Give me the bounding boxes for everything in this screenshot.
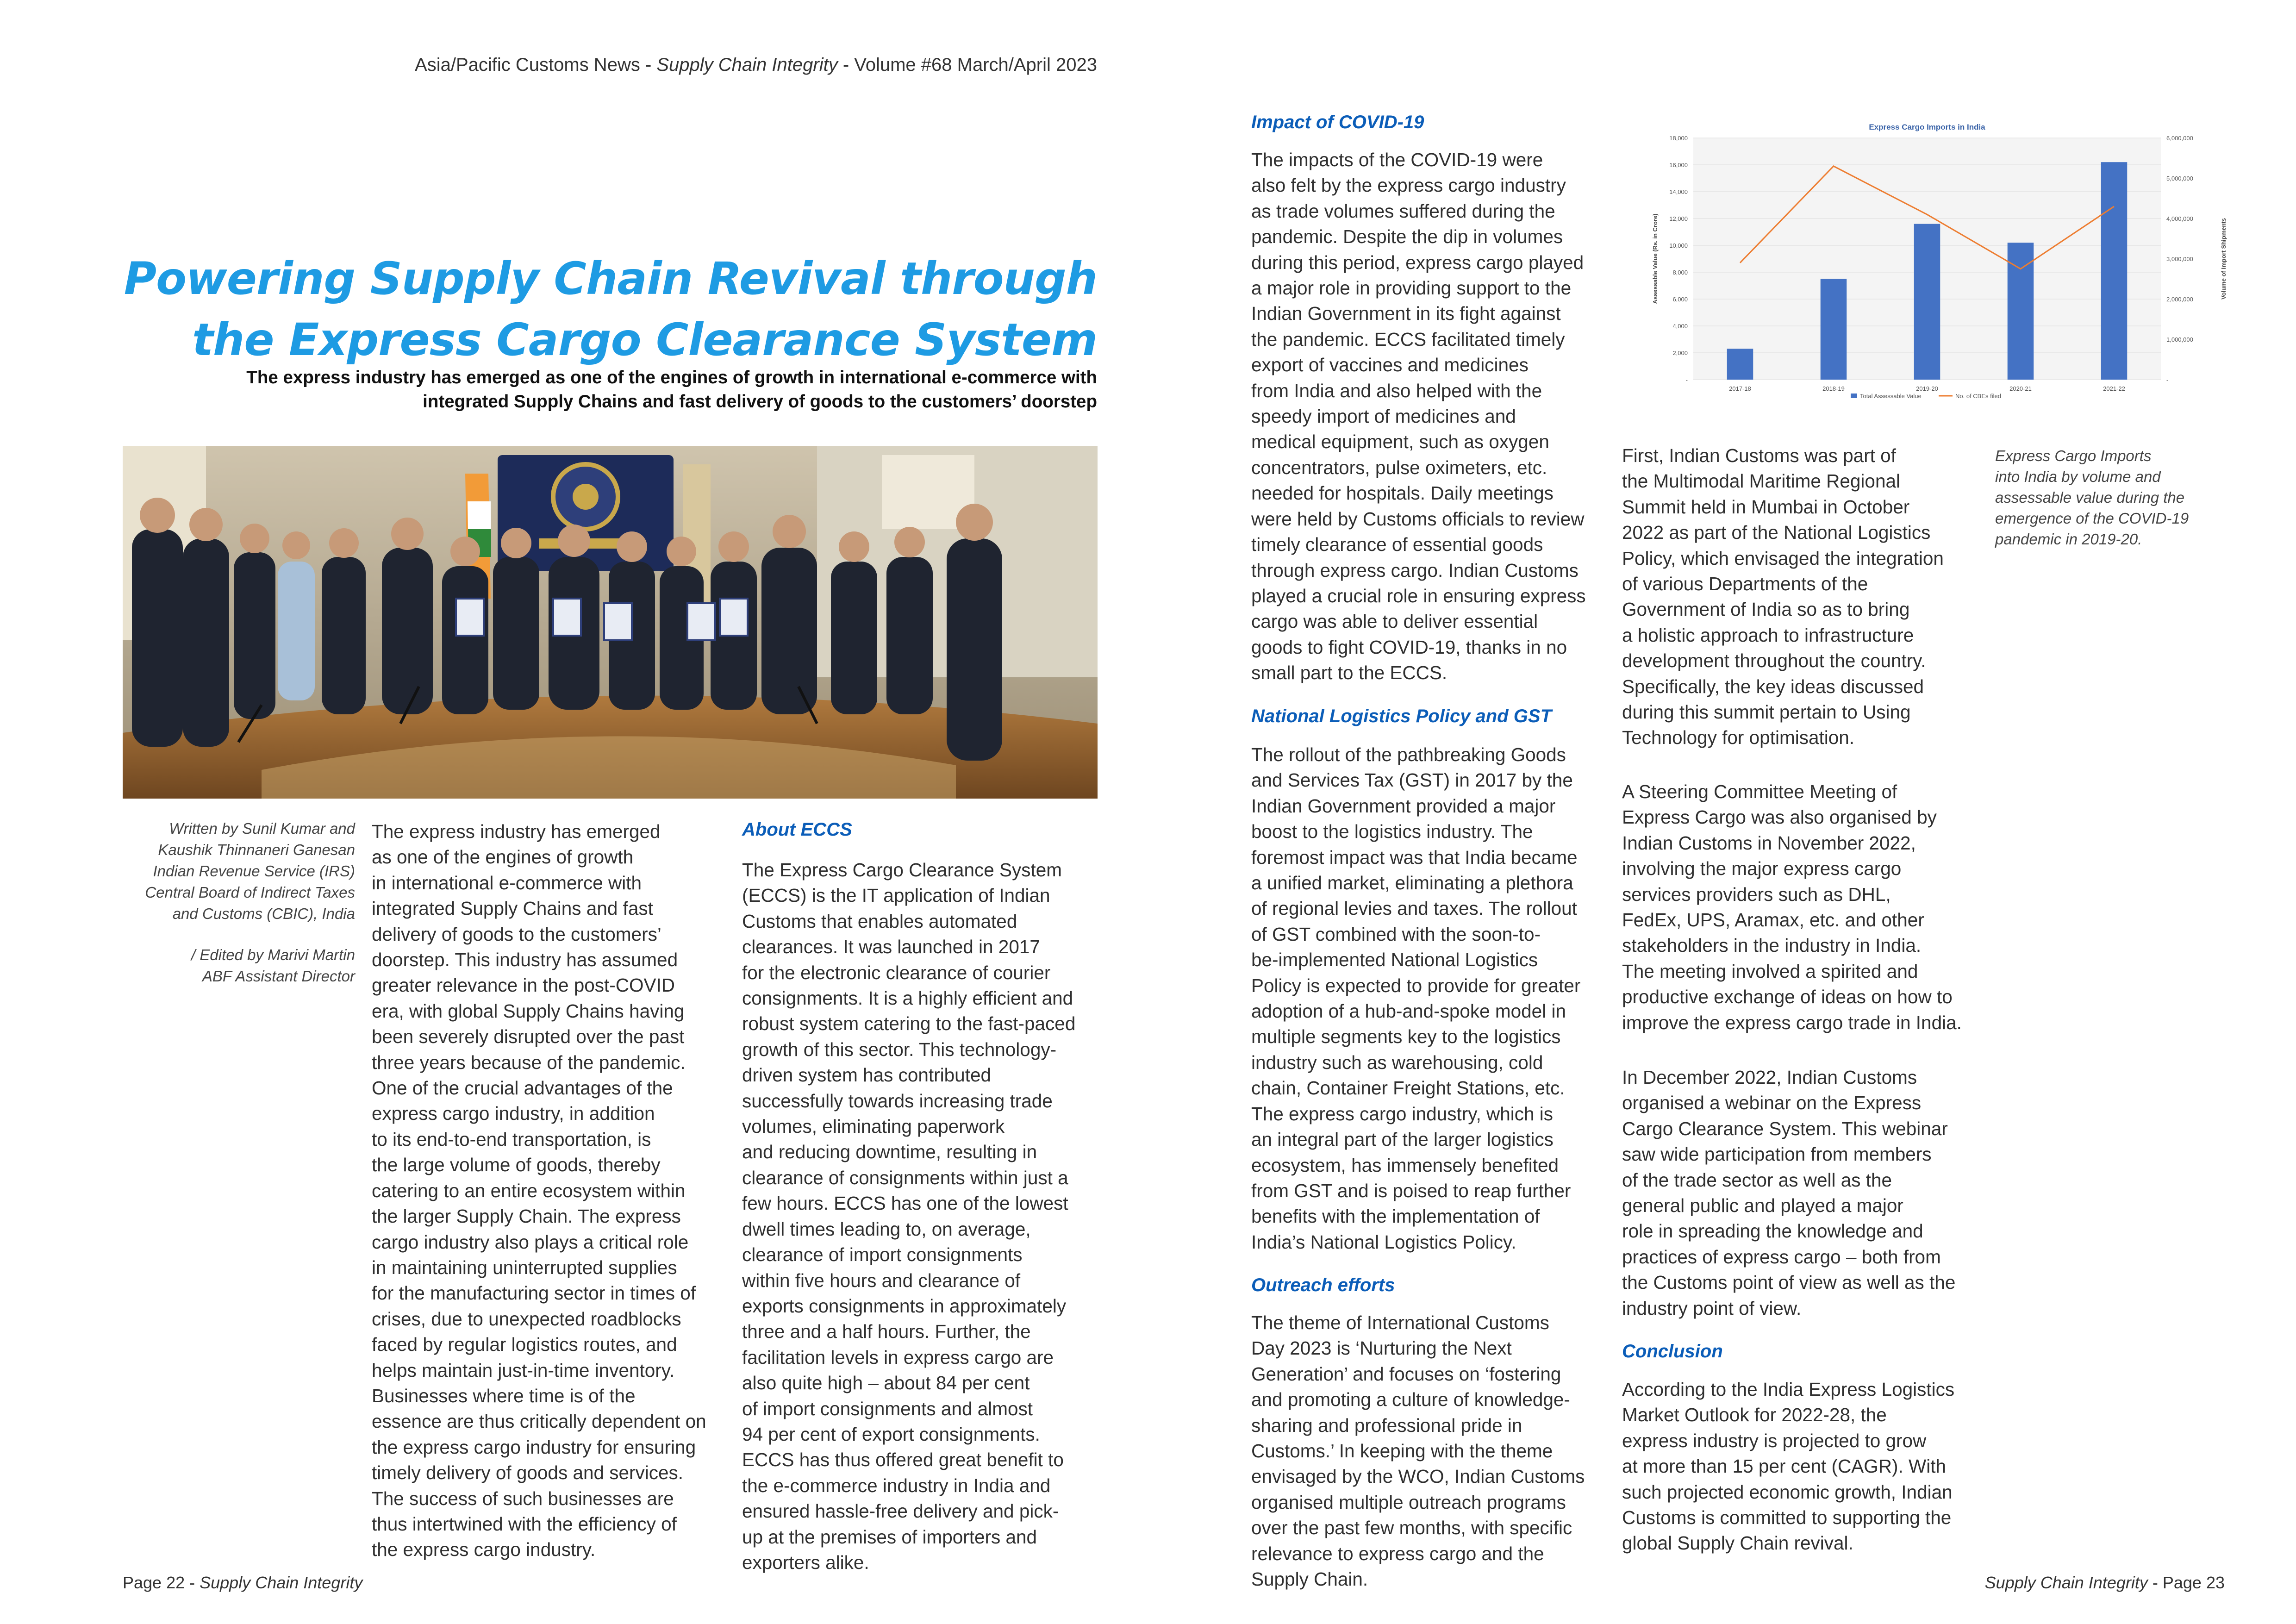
- steering-committee-paragraph: A Steering Committee Meeting of Express Cargo was also organised by Indian Customs in November 2022, involving the major express cargo services providers such as DHL, FedEx, UPS, Aramax, etc. and other stakeholders in the industry in India. The meeting involved a spirited and productive exchange of ideas on how to improve the express cargo trade in India.: [1622, 781, 1962, 1033]
- y2-tick-label: 1,000,000: [2166, 336, 2193, 343]
- webinar-paragraph: In December 2022, Indian Customs organised a webinar on the Express Cargo Clearance System. This webinar saw wide participation from members of the trade sector as well as the general public and played a major role in spreading the knowledge and practices of express cargo – both from the Customs point of view as well as the industry point of view.: [1622, 1067, 1956, 1319]
- meeting-photo: [123, 446, 1098, 799]
- y-tick-label: 12,000: [1669, 215, 1688, 222]
- article-title: Powering Supply Chain Revival through the Express Cargo Clearance System: [124, 253, 1097, 366]
- x-tick-label: 2020-21: [2009, 385, 2032, 392]
- editor-credit: / Edited by Marivi Martin ABF Assistant Director: [191, 946, 355, 985]
- logistics-policy-paragraph: The rollout of the pathbreaking Goods and Services Tax (GST) in 2017 by the Indian Government provided a major boost to the logistics industry. The foremost impact was that India became a unified market, eliminating a plethora of regional levies and taxes. The rollout of GST combined with the soon-to- be-implemented National Logistics Policy is expected to provide for greater adoption of a hub-and-spoke model in multiple segments key to the logistics industry such as warehousing, cold chain, Container Freight Stations, etc. The express cargo industry, which is an integral part of the larger logistics ecosystem, has immensely benefited from GST and is poised to reap further benefits with the implementation of India’s National Logistics Policy.: [1251, 744, 1581, 1253]
- conclusion-paragraph: According to the India Express Logistics Market Outlook for 2022-28, the express industry is projected to grow at more than 15 per cent (CAGR). With such projected economic growth, Indian Customs is committed to supporting the global Supply Chain revival.: [1622, 1379, 1955, 1554]
- y-tick-label: 8,000: [1672, 269, 1688, 276]
- meeting-photo-illustration: [123, 446, 1098, 799]
- outreach-paragraph: The theme of International Customs Day 2023 is ‘Nurturing the Next Generation’ and focuses on ‘fostering and promoting a culture of knowledge- sharing and professional pride in Customs.’ In keeping with the theme envisaged by the WCO, Indian Customs organised multiple outreach programs over the past few months, with specific relevance to express cargo and the Supply Chain.: [1251, 1312, 1585, 1590]
- bar: [1821, 279, 1847, 380]
- y2-tick-label: 3,000,000: [2166, 256, 2193, 262]
- y2-tick-label: 5,000,000: [2166, 175, 2193, 182]
- y-tick-label: 4,000: [1672, 323, 1688, 330]
- y-tick-label: 10,000: [1669, 242, 1688, 249]
- running-header: [0, 55, 1097, 75]
- legend-swatch-bar: [1851, 394, 1857, 398]
- y2-tick-label: 2,000,000: [2166, 296, 2193, 303]
- outreach-heading: Outreach efforts: [1251, 1275, 1395, 1295]
- logistics-policy-heading: National Logistics Policy and GST: [1251, 706, 1552, 726]
- about-eccs-heading: About ECCS: [742, 819, 852, 840]
- footer-right: [1759, 1573, 2225, 1593]
- bar: [1914, 224, 1940, 380]
- x-tick-label: 2018-19: [1822, 385, 1845, 392]
- about-eccs-paragraph: The Express Cargo Clearance System (ECCS) is the IT application of Indian Customs that enables automated clearances. It was launched in 2017 for the electronic clearance of courier consignments. It is a highly efficient and robust system catering to the fast-paced growth of this sector. This technology- driven system has contributed successfully towards increasing trade volumes, eliminating paperwork and reducing downtime, resulting in clearance of consignments within just a few hours. ECCS has one of the lowest dwell times leading to, on average, clearance of import consignments within five hours and clearance of exports consignments in approximately three and a half hours. Further, the facilitation levels in express cargo are also quite high – about 84 per cent of import consignments and almost 94 per cent of export consignments. ECCS has thus offered great benefit to the e-commerce industry in India and ensured hassle-free delivery and pick- up at the premises of importers and exporters alike.: [742, 859, 1076, 1573]
- y2-tick-label: 4,000,000: [2166, 215, 2193, 222]
- bar: [1727, 349, 1753, 380]
- legend-label: No. of CBEs filed: [1955, 393, 2001, 400]
- chart-caption: Express Cargo Imports into India by volume and assessable value during the emergence of the COVID-19 pandemic in 2019-20.: [1995, 447, 2189, 548]
- conclusion-heading: Conclusion: [1622, 1341, 1723, 1362]
- y-tick-label: 14,000: [1669, 188, 1688, 195]
- footer-right-page: - Page 23: [2147, 1573, 2225, 1592]
- bar: [2101, 162, 2128, 380]
- intro-paragraph: The express industry has emerged as one of the engines of growth in international e-commerce with integrated Supply Chains and fast delivery of goods to the customers’ doorstep. This industry has assumed greater relevance in the post-COVID era, with global Supply Chains having been severely disrupted over the past three years because of the pandemic. One of the crucial advantages of the express cargo industry, in addition to its end-to-end transportation, is the large volume of goods, thereby catering to an entire ecosystem within the larger Supply Chain. The express cargo industry also plays a critical role in maintaining uninterrupted supplies for the manufacturing sector in times of crises, due to unexpected roadblocks faced by regular logistics routes, and helps maintain just-in-time inventory. Businesses where time is of the essence are thus critically dependent on the express cargo industry for ensuring timely delivery of goods and services. The success of such businesses are thus intertwined with the efficiency of the express cargo industry.: [372, 821, 706, 1561]
- covid-paragraph: The impacts of the COVID-19 were also felt by the express cargo industry as trade volumes suffered during the pandemic. Despite the dip in volumes during this period, express cargo played a major role in providing support to the Indian Government in its fight against the pandemic. ECCS facilitated timely export of vaccines and medicines from India and also helped with the speedy import of medicines and medical equipment, such as oxygen concentrators, pulse oximeters, etc. needed for hospitals. Daily meetings were held by Customs officials to review timely clearance of essential goods through express cargo. Indian Customs played a crucial role in ensuring express cargo was able to deliver essential goods to fight COVID-19, thanks in no small part to the ECCS.: [1251, 149, 1586, 684]
- y-tick-label: 2,000: [1672, 350, 1688, 356]
- y-axis-label: Assessable Value (Rs. in Crore): [1652, 213, 1659, 304]
- x-tick-label: 2019-20: [1916, 385, 1938, 392]
- footer-left: [123, 1573, 362, 1593]
- y-tick-label: 18,000: [1669, 135, 1688, 142]
- express-cargo-chart: [1628, 116, 2240, 412]
- header-suffix: - Volume #68 March/April 2023: [837, 55, 1097, 75]
- covid-heading: Impact of COVID-19: [1251, 112, 1424, 132]
- footer-left-title: Supply Chain Integrity: [200, 1573, 363, 1592]
- footer-right-title: Supply Chain Integrity: [1984, 1573, 2148, 1592]
- header-magazine-title: Supply Chain Integrity: [656, 55, 838, 75]
- header-prefix: Asia/Pacific Customs News -: [415, 55, 657, 75]
- legend-label: Total Assessable Value: [1860, 393, 1922, 400]
- x-tick-label: 2017-18: [1729, 385, 1751, 392]
- x-tick-label: 2021-22: [2103, 385, 2125, 392]
- y-tick-label: 16,000: [1669, 162, 1688, 169]
- summit-paragraph: First, Indian Customs was part of the Multimodal Maritime Regional Summit held in Mumbai in October 2022 as part of the National Logistics Policy, which envisaged the integration of various Departments of the Government of India so as to bring a holistic approach to infrastructure development throughout the country. Specifically, the key ideas discussed during this summit pertain to Using Technology for optimisation.: [1622, 445, 1944, 749]
- byline: Written by Sunil Kumar and Kaushik Thinnaneri Ganesan Indian Revenue Service (IRS) Central Board of Indirect Taxes and Customs (CBIC), India: [145, 820, 355, 922]
- chart-svg: [1628, 116, 2240, 412]
- article-subtitle: The express industry has emerged as one of the engines of growth in international e-commerce with integrated Supply Chains and fast delivery of goods to the customers’ doorstep: [246, 368, 1097, 412]
- y-tick-label: -: [1685, 376, 1688, 383]
- y-tick-label: 6,000: [1672, 296, 1688, 303]
- chart-title: Express Cargo Imports in India: [1869, 123, 1985, 131]
- y2-tick-label: 6,000,000: [2166, 135, 2193, 142]
- y2-tick-label: -: [2166, 376, 2169, 383]
- y2-axis-label: Volume of Import Shipments: [2220, 218, 2227, 300]
- footer-left-page: Page 22 -: [123, 1573, 200, 1592]
